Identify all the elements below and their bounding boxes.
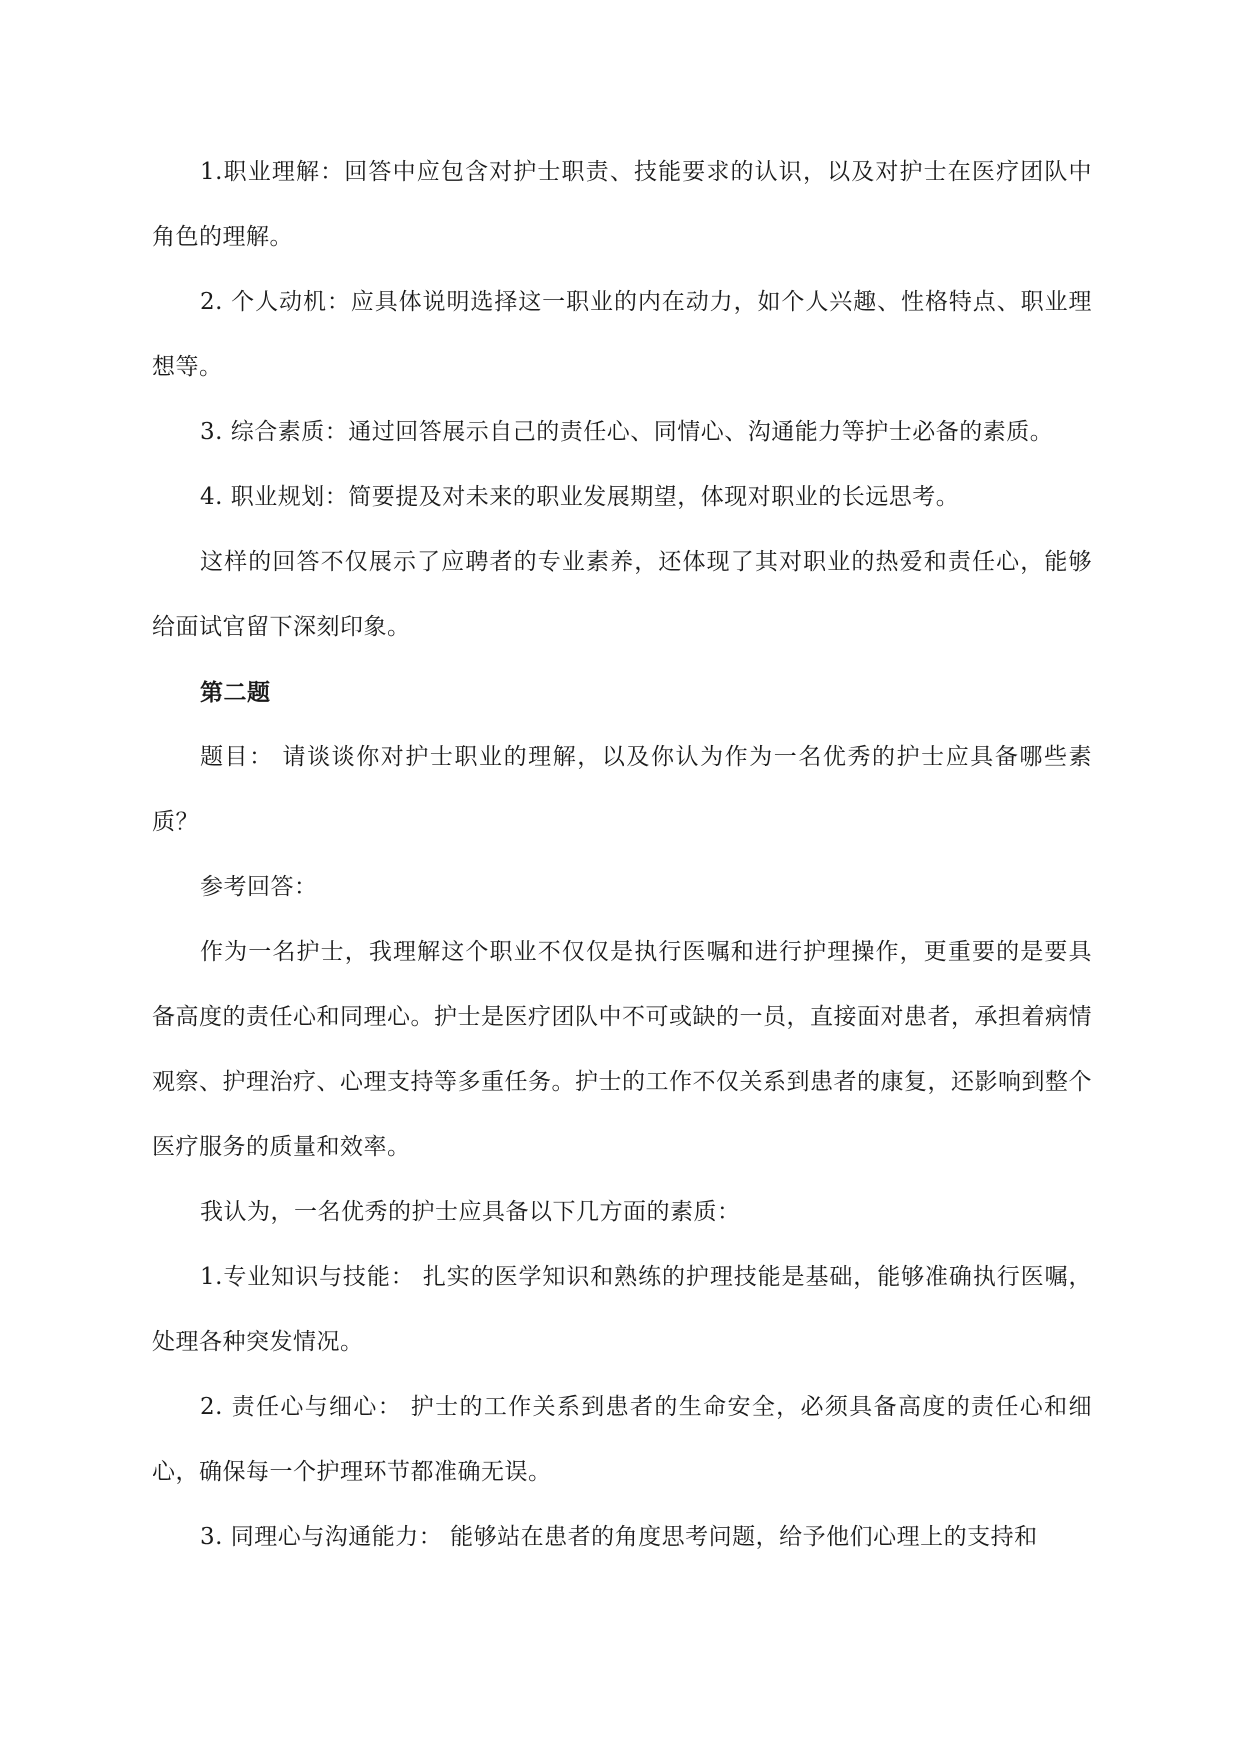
answer-point-2: 2. 个人动机：应具体说明选择这一职业的内在动力，如个人兴趣、性格特点、职业理想等。 (152, 289, 1092, 380)
reference-answer-label: 参考回答： (200, 874, 318, 900)
qualities-intro: 我认为，一名优秀的护士应具备以下几方面的素质： (200, 1199, 741, 1225)
answer-point-3: 3. 综合素质：通过回答展示自己的责任心、同情心、沟通能力等护士必备的素质。 (200, 419, 1054, 445)
quality-item-1: 1.专业知识与技能： 扎实的医学知识和熟练的护理技能是基础，能够准确执行医嘱，处理各种突发情况。 (152, 1264, 1092, 1355)
quality-item-2: 2. 责任心与细心： 护士的工作关系到患者的生命安全，必须具备高度的责任心和细心，确保每一个护理环节都准确无误。 (152, 1394, 1092, 1485)
section-heading: 第二题 (200, 679, 271, 706)
document-body (152, 140, 1092, 1570)
summary-paragraph: 这样的回答不仅展示了应聘者的专业素养，还体现了其对职业的热爱和责任心，能够给面试官留下深刻印象。 (152, 549, 1092, 640)
answer-paragraph: 作为一名护士，我理解这个职业不仅仅是执行医嘱和进行护理操作，更重要的是要具备高度的责任心和同理心。护士是医疗团队中不可或缺的一员，直接面对患者，承担着病情观察、护理治疗、心理支持等多重任务。护士的工作不仅关系到患者的康复，还影响到整个医疗服务的质量和效率。 (152, 939, 1092, 1160)
answer-point-4: 4. 职业规划：简要提及对未来的职业发展期望，体现对职业的长远思考。 (200, 484, 960, 510)
quality-item-3: 3. 同理心与沟通能力： 能够站在患者的角度思考问题，给予他们心理上的支持和 (200, 1524, 1038, 1550)
answer-point-1: 1.职业理解：回答中应包含对护士职责、技能要求的认识，以及对护士在医疗团队中角色的理解。 (152, 159, 1092, 250)
question-text: 题目： 请谈谈你对护士职业的理解，以及你认为作为一名优秀的护士应具备哪些素质？ (152, 744, 1092, 835)
